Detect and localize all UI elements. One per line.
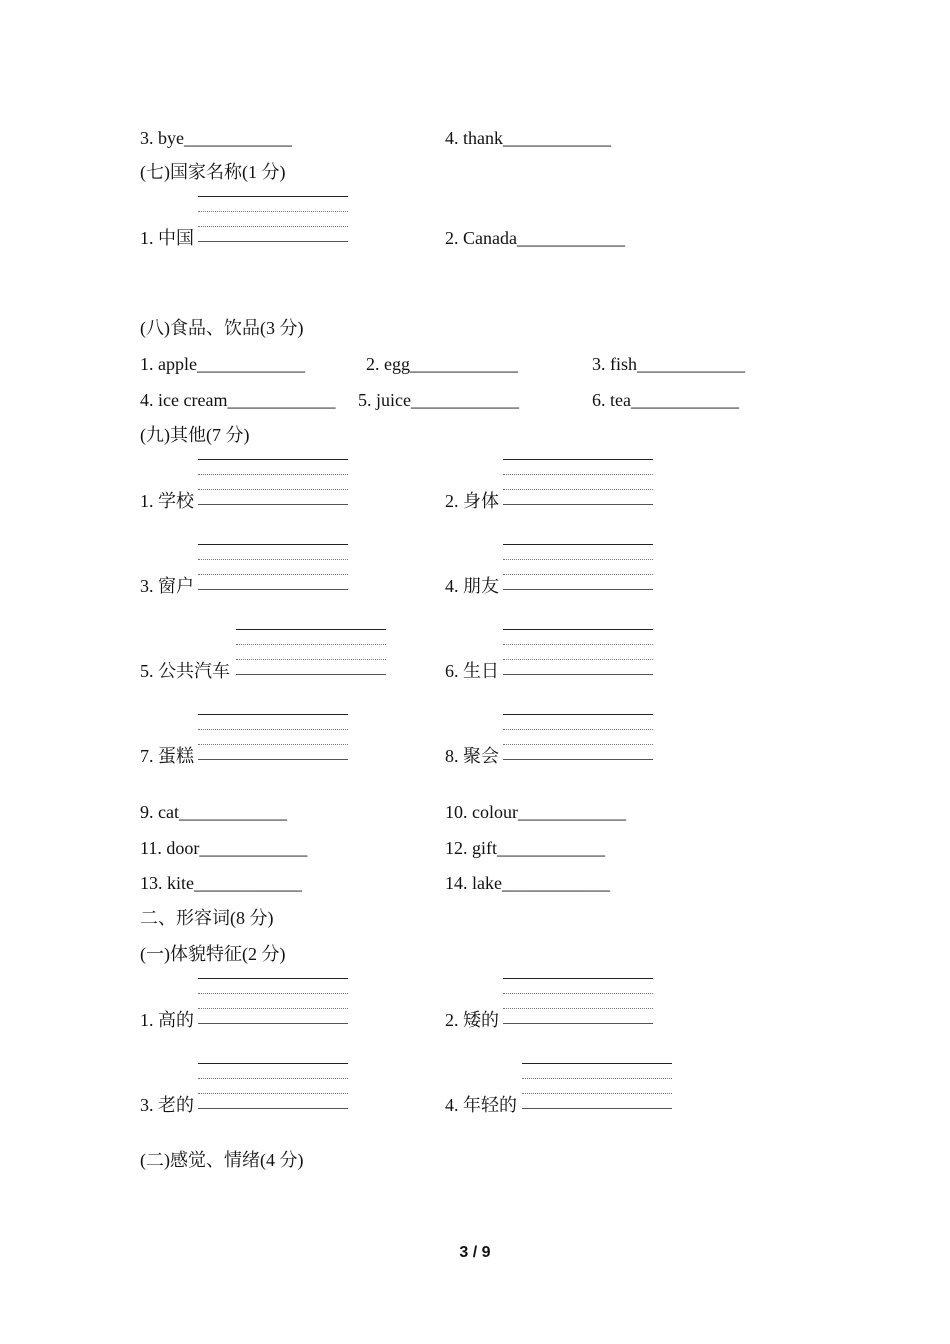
writing-lines-school[interactable] bbox=[198, 459, 348, 511]
item-kite: 13. kite____________ bbox=[140, 873, 302, 893]
section-header-adjectives: 二、形容词(8 分) bbox=[140, 908, 274, 928]
item-young: 4. 年轻的 bbox=[445, 1095, 517, 1115]
writing-lines-birthday[interactable] bbox=[503, 629, 653, 681]
item-party: 8. 聚会 bbox=[445, 746, 499, 766]
item-fish: 3. fish____________ bbox=[592, 354, 745, 374]
writing-lines-party[interactable] bbox=[503, 714, 653, 766]
writing-lines-tall[interactable] bbox=[198, 978, 348, 1030]
section-header-food: (八)食品、饮品(3 分) bbox=[140, 318, 304, 338]
item-canada: 2. Canada____________ bbox=[445, 228, 625, 248]
section-header-others: (九)其他(7 分) bbox=[140, 425, 250, 445]
item-friend: 4. 朋友 bbox=[445, 576, 499, 596]
writing-lines-china[interactable] bbox=[198, 196, 348, 248]
writing-lines-bus[interactable] bbox=[236, 629, 386, 681]
item-short: 2. 矮的 bbox=[445, 1010, 499, 1030]
writing-lines-cake[interactable] bbox=[198, 714, 348, 766]
section-header-feelings: (二)感觉、情绪(4 分) bbox=[140, 1150, 304, 1170]
item-ice-cream: 4. ice cream____________ bbox=[140, 390, 336, 410]
item-birthday: 6. 生日 bbox=[445, 661, 499, 681]
item-thank: 4. thank____________ bbox=[445, 128, 611, 148]
item-cat: 9. cat____________ bbox=[140, 802, 287, 822]
writing-lines-young[interactable] bbox=[522, 1063, 672, 1115]
item-juice: 5. juice____________ bbox=[358, 390, 519, 410]
item-body: 2. 身体 bbox=[445, 491, 499, 511]
item-door: 11. door____________ bbox=[140, 838, 308, 858]
item-tall: 1. 高的 bbox=[140, 1010, 194, 1030]
writing-lines-short[interactable] bbox=[503, 978, 653, 1030]
item-bus: 5. 公共汽车 bbox=[140, 661, 230, 681]
writing-lines-body[interactable] bbox=[503, 459, 653, 511]
item-window: 3. 窗户 bbox=[140, 576, 194, 596]
item-apple: 1. apple____________ bbox=[140, 354, 305, 374]
item-old: 3. 老的 bbox=[140, 1095, 194, 1115]
item-lake: 14. lake____________ bbox=[445, 873, 610, 893]
item-egg: 2. egg____________ bbox=[366, 354, 518, 374]
item-bye: 3. bye____________ bbox=[140, 128, 292, 148]
item-school: 1. 学校 bbox=[140, 491, 194, 511]
writing-lines-friend[interactable] bbox=[503, 544, 653, 596]
section-header-countries: (七)国家名称(1 分) bbox=[140, 162, 286, 182]
item-cake: 7. 蛋糕 bbox=[140, 746, 194, 766]
item-tea: 6. tea____________ bbox=[592, 390, 739, 410]
section-header-appearance: (一)体貌特征(2 分) bbox=[140, 944, 286, 964]
writing-lines-old[interactable] bbox=[198, 1063, 348, 1115]
item-gift: 12. gift____________ bbox=[445, 838, 605, 858]
page-number: 3 / 9 bbox=[459, 1244, 491, 1261]
item-colour: 10. colour____________ bbox=[445, 802, 626, 822]
item-china: 1. 中国 bbox=[140, 228, 194, 248]
writing-lines-window[interactable] bbox=[198, 544, 348, 596]
